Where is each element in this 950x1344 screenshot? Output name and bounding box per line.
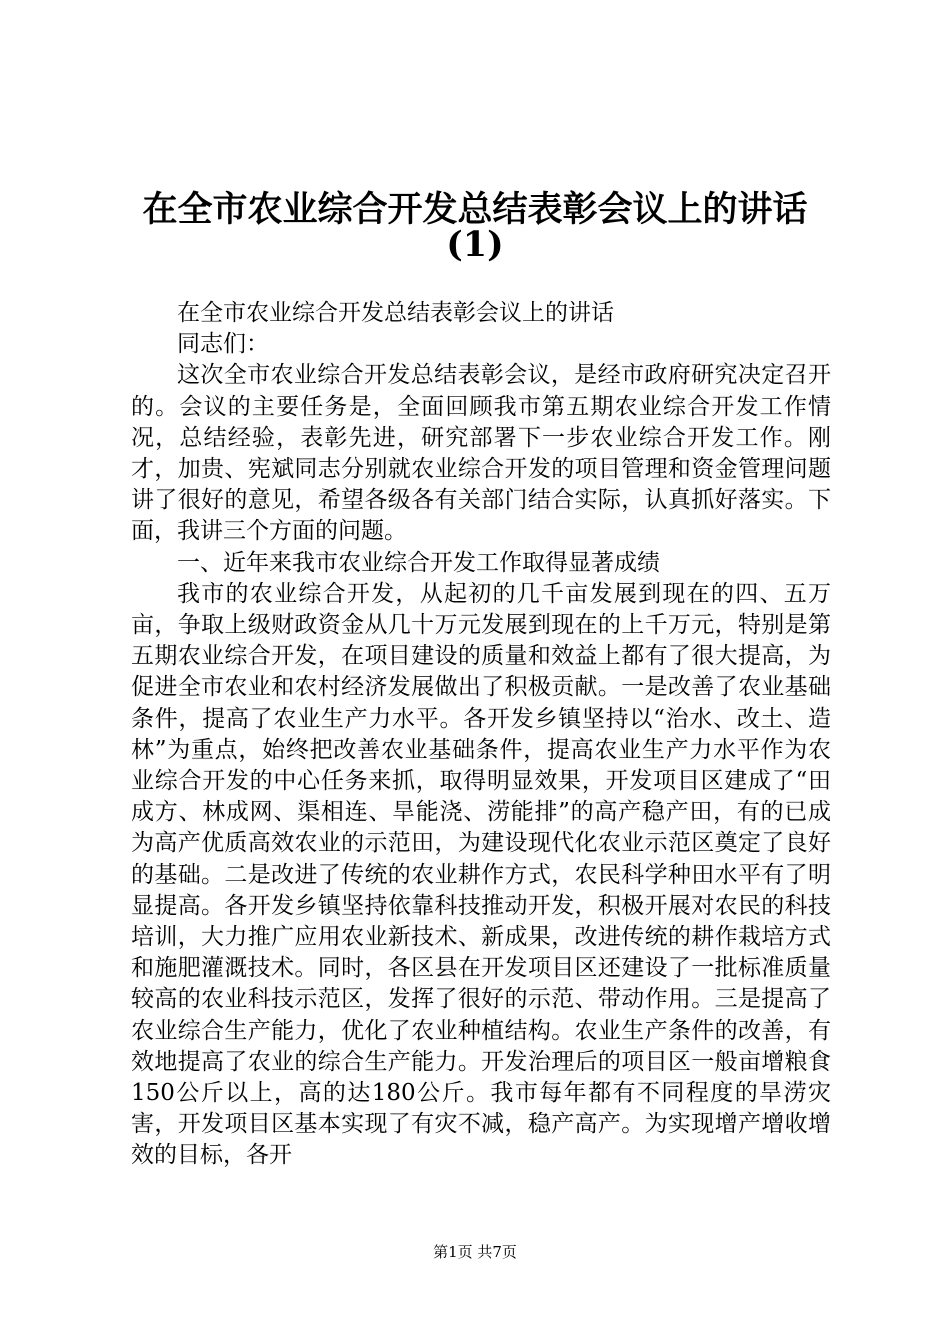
document-body	[131, 298, 831, 1172]
document-title-line2: (1)	[446, 224, 504, 265]
intro-paragraph: 这次全市农业综合开发总结表彰会议，是经市政府研究决定召开的。会议的主要任务是，全面回顾我市第五期农业综合开发工作情况，总结经验，表彰先进，研究部署下一步农业综合开发工作。刚才，加贵、宪斌同志分别就农业综合开发的项目管理和资金管理问题讲了很好的意见，希望各级各有关部门结合实际，认真抓好落实。下面，我讲三个方面的问题。	[131, 362, 831, 545]
document-title-line1: 在全市农业综合开发总结表彰会议上的讲话	[142, 189, 808, 230]
section-heading: 一、近年来我市农业综合开发工作取得显著成绩	[177, 549, 660, 576]
subtitle-paragraph: 在全市农业综合开发总结表彰会议上的讲话	[177, 300, 614, 326]
body-paragraph: 我市的农业综合开发，从起初的几千亩发展到现在的四、五万亩，争取上级财政资金从几十万元发展到现在的上千万元，特别是第五期农业综合开发，在项目建设的质量和效益上都有了很大提高，为促进全市农业和农村经济发展做出了积极贡献。一是改善了农业基础条件，提高了农业生产力水平。各开发乡镇坚持以“治水、改土、造林”为重点，始终把改善农业基础条件，提高农业生产力水平作为农业综合开发的中心任务来抓，取得明显效果，开发项目区建成了“田成方、林成网、渠相连、旱能浇、涝能排”的高产稳产田，有的已成为高产优质高效农业的示范田，为建设现代化农业示范区奠定了良好的基础。二是改进了传统的农业耕作方式，农民科学种田水平有了明显提高。各开发乡镇坚持依靠科技推动开发，积极开展对农民的科技培训，大力推广应用农业新技术、新成果，改进传统的耕作栽培方式和施肥灌溉技术。同时，各区县在开发项目区还建设了一批标准质量较高的农业科技示范区，发挥了很好的示范、带动作用。三是提高了农业综合生产能力，优化了农业种植结构。农业生产条件的改善，有效地提高了农业的综合生产能力。开发治理后的项目区一般亩增粮食150公斤以上，高的达180公斤。我市每年都有不同程度的旱涝灾害，开发项目区基本实现了有灾不减，稳产高产。为实现增产增收增效的目标，各开	[131, 580, 831, 1169]
page-footer: 第1页 共7页	[433, 1243, 517, 1261]
salutation-paragraph: 同志们：	[177, 331, 269, 358]
